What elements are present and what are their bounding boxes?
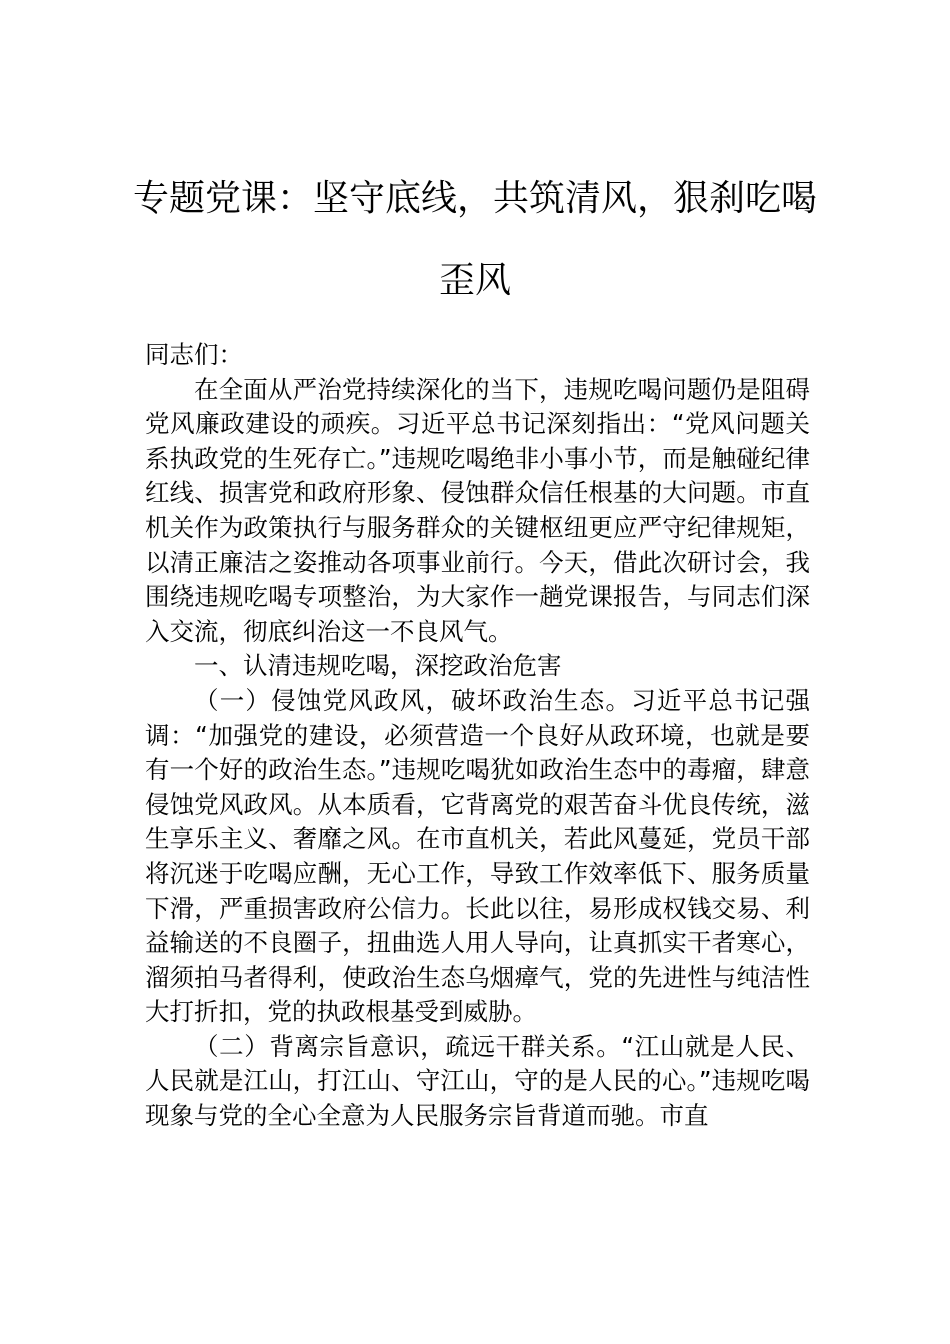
intro-paragraph: 在全面从严治党持续深化的当下，违规吃喝问题仍是阻碍党风廉政建设的顽疾。习近平总书记深刻指出：“党风问题关系执政党的生死存亡。”违规吃喝绝非小事小节，而是触碰纪律红线、损害党和政府形象、侵蚀群众信任根基的大问题。市直机关作为政策执行与服务群众的关键枢纽更应严守纪律规矩，以清正廉洁之姿推动各项事业前行。今天，借此次研讨会，我围绕违规吃喝专项整治，为大家作一趟党课报告，与同志们深入交流，彻底纠治这一不良风气。 (145, 374, 810, 646)
document-title: 专题党课：坚守底线，共筑清风，狠刹吃喝歪风 (132, 178, 817, 301)
section-heading: 一、认清违规吃喝，深挖政治危害 (194, 651, 562, 681)
subsection-paragraph-2: （二）背离宗旨意识，疏远干群关系。“江山就是人民、人民就是江山，打江山、守江山，守的是人民的心。”违规吃喝现象与党的全心全意为人民服务宗旨背道而驰。市直 (145, 1031, 810, 1131)
document-body (145, 338, 810, 1134)
subsection-paragraph-1: （一）侵蚀党风政风，破坏政治生态。习近平总书记强调：“加强党的建设，必须营造一个良好从政环境，也就是要有一个好的政治生态。”违规吃喝犹如政治生态中的毒瘤，肆意侵蚀党风政风。从本质看，它背离党的艰苦奋斗优良传统，滋生享乐主义、奢靡之风。在市直机关，若此风蔓延，党员干部将沉迷于吃喝应酬，无心工作，导致工作效率低下、服务质量下滑，严重损害政府公信力。长此以往，易形成权钱交易、利益输送的不良圈子，扭曲选人用人导向，让真抓实干者寒心，溜须拍马者得利，使政治生态乌烟瘴气，党的先进性与纯洁性大打折扣，党的执政根基受到威胁。 (145, 685, 810, 1027)
salutation: 同志们： (145, 340, 243, 369)
